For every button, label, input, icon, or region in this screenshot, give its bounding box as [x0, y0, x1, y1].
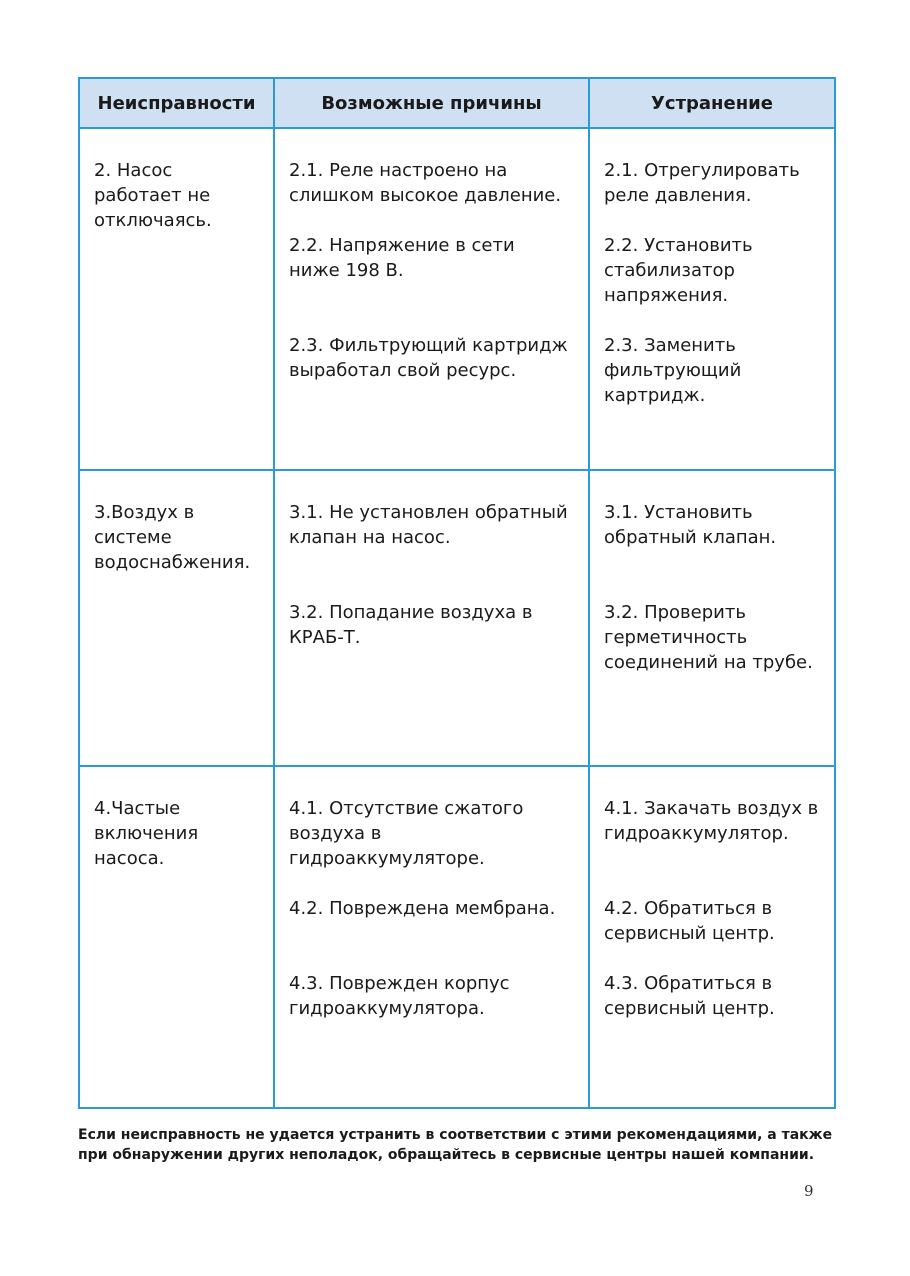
- fault-cell: [79, 470, 274, 766]
- cause-item: 4.1. Отсутствие сжатого воздуха в гидроаккумуляторе.: [289, 798, 524, 869]
- service-note: Если неисправность не удается устранить в соответствии с этими рекомендациями, а также при обнаружении других неполадок, обращайтесь в сервисные центры нашей компании.: [78, 1127, 833, 1163]
- header-fixes: Устранение: [589, 78, 835, 128]
- header-faults: Неисправности: [79, 78, 274, 128]
- fixes-cell: [589, 470, 835, 766]
- cause-item: 2.3. Фильтрующий картридж выработал свой ресурс.: [289, 335, 568, 381]
- cause-item: 2.2. Напряжение в сети ниже 198 В.: [289, 235, 515, 281]
- table-header-row: [79, 78, 835, 128]
- fix-item: 2.1. Отрегулировать реле давления.: [604, 160, 800, 206]
- cause-item: 2.1. Реле настроено на слишком высокое давление.: [289, 160, 562, 206]
- cause-item: 3.2. Попадание воздуха в КРАБ-Т.: [289, 602, 533, 648]
- fixes-cell: [589, 766, 835, 1108]
- fix-item: 3.1. Установить обратный клапан.: [604, 502, 777, 548]
- cause-item: 4.3. Поврежден корпус гидроаккумулятора.: [289, 973, 510, 1019]
- fix-item: 2.2. Установить стабилизатор напряжения.: [604, 235, 753, 306]
- fix-item: 2.3. Заменить фильтрующий картридж.: [604, 335, 742, 406]
- troubleshooting-table: [78, 77, 836, 1109]
- page-number: 9: [804, 1182, 814, 1200]
- fault-text: 2. Насос работает не отключаясь.: [94, 160, 212, 231]
- causes-cell: [274, 766, 589, 1108]
- table-row: [79, 470, 835, 766]
- fix-item: 3.2. Проверить герметичность соединений на трубе.: [604, 602, 813, 673]
- fix-item: 4.3. Обратиться в сервисный центр.: [604, 973, 775, 1019]
- fault-cell: [79, 128, 274, 470]
- header-causes: Возможные причины: [274, 78, 589, 128]
- table-row: [79, 766, 835, 1108]
- cause-item: 4.2. Повреждена мембрана.: [289, 898, 556, 919]
- fault-text: 4.Частые включения насоса.: [94, 798, 199, 869]
- causes-cell: [274, 470, 589, 766]
- fix-item: 4.1. Закачать воздух в гидроаккумулятор.: [604, 798, 819, 844]
- fix-item: 4.2. Обратиться в сервисный центр.: [604, 898, 775, 944]
- cause-item: 3.1. Не установлен обратный клапан на насос.: [289, 502, 568, 548]
- causes-cell: [274, 128, 589, 470]
- fault-text: 3.Воздух в системе водоснабжения.: [94, 502, 251, 573]
- table-row: [79, 128, 835, 470]
- fault-cell: [79, 766, 274, 1108]
- fixes-cell: [589, 128, 835, 470]
